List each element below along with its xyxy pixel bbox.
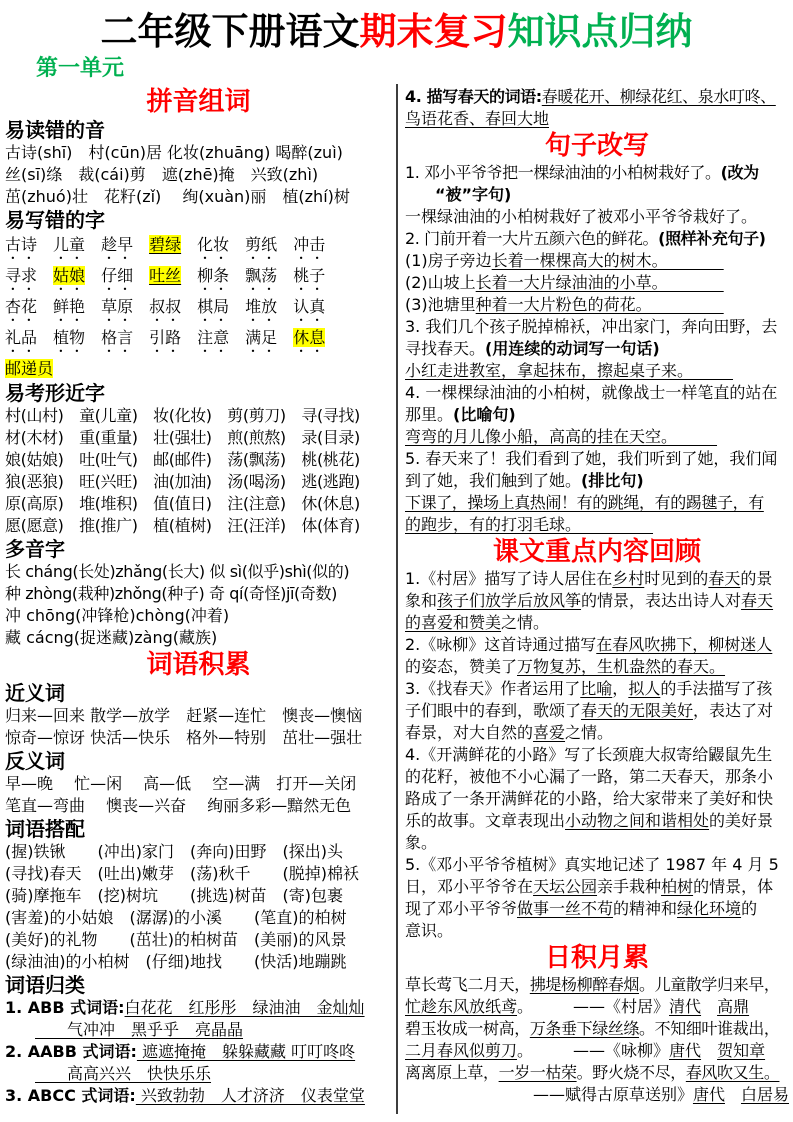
text-run: 在春风吹拂下，柳树迷人	[596, 635, 773, 654]
text-run: 的	[741, 899, 758, 918]
text-run: 比喻	[580, 679, 613, 698]
text-run: 日积月累	[544, 943, 649, 973]
text-run: 到了她，我们触到了她。	[405, 471, 582, 490]
text-run: 反义词	[5, 749, 65, 773]
text-run: 化妆	[197, 235, 230, 254]
text-run: 现了邓小平爷爷	[405, 899, 518, 918]
text-line	[5, 705, 392, 727]
text-run: 弯弯的月儿像小船，高高的挂在天空。	[405, 427, 718, 446]
text-run: 春天的无限美好	[581, 701, 694, 720]
text-run: 气冲冲 黑乎乎 亮晶晶	[35, 1020, 244, 1039]
page-title	[0, 10, 793, 54]
text-line	[5, 773, 392, 795]
left-column	[0, 84, 396, 1114]
text-run: 时见到的	[644, 569, 709, 588]
text-run	[133, 266, 149, 285]
text-run: 礼品	[5, 328, 38, 347]
text-run: 冲 chōng(冲锋枪)chòng(冲着)	[5, 606, 230, 625]
text-run: 春天	[741, 591, 774, 610]
text-run: 高高兴兴 快快乐乐	[35, 1064, 212, 1083]
text-run: 愿(愿意) 推(推广) 植(植树) 汪(汪洋) 体(体育)	[5, 516, 360, 535]
text-run: 茁(zhuó)壮 花籽(zǐ) 绚(xuàn)丽 植(zhí)树	[5, 187, 350, 206]
text-line	[405, 514, 789, 536]
title-part-green: 知识点归纳	[507, 10, 693, 53]
text-run: 古诗	[5, 235, 38, 254]
text-run: 一岁一枯荣	[498, 1063, 577, 1082]
text-run	[85, 328, 101, 347]
text-line	[405, 294, 789, 316]
section-heading	[405, 942, 789, 974]
text-line	[405, 832, 789, 854]
text-run: 仔细	[101, 266, 134, 285]
text-run: 春天	[708, 569, 741, 588]
text-run: 之情。	[501, 613, 550, 632]
text-run	[229, 328, 245, 347]
text-line	[405, 492, 789, 514]
text-line	[405, 426, 789, 448]
text-run: 3.《找春天》作者运用了	[405, 679, 581, 698]
section-heading	[5, 649, 392, 681]
text-run: 的情景，体	[693, 877, 774, 896]
text-run: 草原	[101, 297, 134, 316]
text-run: 3. 我们几个孩子脱掉棉袄，冲出家门，奔向田野，去	[405, 317, 778, 336]
text-line	[405, 656, 789, 678]
text-run: 春暖花开、柳绿花红、泉水叮咚、	[541, 87, 776, 106]
text-run	[701, 997, 717, 1016]
text-run: 乡村	[612, 569, 645, 588]
text-line	[5, 583, 392, 605]
text-line	[5, 863, 392, 885]
text-run	[37, 297, 53, 316]
text-run: 。野火烧不尽，	[576, 1063, 686, 1082]
text-run: “被”字句)	[435, 185, 512, 204]
text-run: 万条垂下绿丝绦	[529, 1019, 640, 1038]
text-run	[229, 235, 245, 254]
sub-heading	[5, 381, 392, 405]
text-run: 的景	[740, 569, 773, 588]
text-run: 休息	[293, 328, 326, 347]
sub-heading	[5, 208, 392, 232]
text-run	[229, 297, 245, 316]
text-run: 二月春风似剪刀	[405, 1041, 518, 1060]
text-run: 的情景，表达出诗人对	[581, 591, 742, 610]
text-run: 5. 春天来了！我们看到了她，我们听到了她，我们闻	[405, 449, 778, 468]
text-run: 贺知章	[717, 1041, 766, 1060]
text-run: 喜爱	[533, 723, 566, 742]
text-line	[5, 164, 392, 186]
text-run: 做事一丝不苟	[517, 899, 614, 918]
text-line	[405, 876, 789, 898]
text-line	[405, 108, 789, 130]
text-run: 鲜艳	[53, 297, 86, 316]
text-run: 词语积累	[146, 650, 251, 680]
text-line	[5, 356, 392, 381]
text-run: 下课了，操场上真热闹！有的跳绳，有的踢毽子，有	[405, 493, 764, 512]
text-run: 2. 门前开着一大片五颜六色的鲜花。	[405, 229, 659, 248]
text-line	[5, 142, 392, 164]
title-part-black: 二年级下册语文	[100, 10, 360, 53]
text-line	[5, 561, 392, 583]
text-run: 子们眼中的春到，歌颂了	[405, 701, 582, 720]
text-line	[5, 186, 392, 208]
text-run: 3. ABCC 式词语:	[5, 1086, 136, 1105]
text-line	[5, 997, 392, 1019]
two-column-body	[0, 84, 793, 1114]
page-header	[0, 0, 793, 82]
text-run: (骑)摩拖车 (挖)树坑 (挑选)树苗 (寄)包裹	[5, 886, 343, 905]
text-run: 兴致勃勃 人才济济 仪表堂堂	[135, 1086, 365, 1105]
text-run: (2)山坡上	[405, 273, 476, 292]
text-run: 孩子们放学后放风筝	[437, 591, 582, 610]
sub-heading	[5, 817, 392, 841]
text-run	[277, 266, 293, 285]
text-run: 一棵绿油油的小柏树栽好了被邓小平爷爷栽好了。	[405, 207, 758, 226]
text-run: 长着一大片绿油油的小草。	[475, 273, 724, 292]
text-line	[405, 404, 789, 426]
title-part-red: 期末复习	[359, 10, 508, 53]
text-run: 笔直—弯曲 懊丧—兴奋 绚丽多彩—黯然无色	[5, 796, 352, 815]
text-run: 的美好景	[709, 811, 774, 830]
text-line	[405, 184, 789, 206]
text-line	[5, 493, 392, 515]
text-line	[405, 250, 789, 272]
text-run: 植物	[53, 328, 86, 347]
text-run: 。儿童散学归来早，	[639, 975, 780, 994]
text-run: 绿化环境	[677, 899, 742, 918]
text-run: 原(高原) 堆(堆积) 值(值日) 注(注意) 休(休息)	[5, 494, 360, 513]
text-run: 冲击	[293, 235, 326, 254]
text-run: 2. AABB 式词语:	[5, 1042, 137, 1061]
text-run: 亲手栽种	[597, 877, 662, 896]
text-line	[405, 228, 789, 250]
text-run: 易考形近字	[5, 381, 105, 405]
text-line	[5, 727, 392, 749]
text-run	[85, 235, 101, 254]
text-run	[133, 297, 149, 316]
text-run: 的喜爱和赞美	[405, 613, 502, 632]
text-line	[405, 898, 789, 920]
text-run	[85, 297, 101, 316]
text-run: 长 cháng(长处)zhǎng(长大) 似 sì(似乎)shì(似的)	[5, 562, 350, 581]
text-run: 寻求	[5, 266, 38, 285]
text-line	[5, 471, 392, 493]
text-line	[5, 232, 392, 263]
text-line	[5, 907, 392, 929]
text-line	[5, 951, 392, 973]
section-heading	[405, 536, 789, 568]
text-line	[405, 634, 789, 656]
text-run: 的跑步，有的打羽毛球。	[405, 515, 654, 534]
text-run: 春风吹又生。	[685, 1063, 780, 1082]
text-run: 天坛公园	[533, 877, 598, 896]
text-line	[405, 1018, 789, 1040]
sub-heading	[5, 973, 392, 997]
text-line	[5, 929, 392, 951]
text-run: (用连续的动词写一句话)	[485, 339, 660, 358]
text-run: 叔叔	[149, 297, 182, 316]
text-run: 白居易	[740, 1085, 789, 1104]
text-run: 早—晚 忙—闲 高—低 空—满 打开—关闭	[5, 774, 357, 793]
text-run: 草长莺飞二月天，	[405, 975, 530, 994]
text-run: (比喻句)	[453, 405, 516, 424]
text-run: 注意	[197, 328, 230, 347]
text-run: 词语搭配	[5, 817, 85, 841]
text-line	[405, 1062, 789, 1084]
sub-heading	[5, 537, 392, 561]
text-run: 唐代	[669, 1041, 702, 1060]
text-run	[277, 328, 293, 347]
text-line	[405, 1084, 789, 1106]
text-run: 堆放	[245, 297, 278, 316]
text-run: 忙趁东风放纸鸢	[405, 997, 518, 1016]
sub-heading	[5, 749, 392, 773]
text-run: (美好)的礼物 (茁壮)的柏树苗 (美丽)的风景	[5, 930, 347, 949]
text-run: 丝(sī)绦 裁(cái)剪 遮(zhē)掩 兴致(zhì)	[5, 165, 319, 184]
text-line	[5, 841, 392, 863]
text-line	[405, 206, 789, 228]
unit-label: 第一单元	[36, 56, 125, 81]
sub-heading	[5, 681, 392, 705]
text-line	[5, 795, 392, 817]
text-line	[5, 605, 392, 627]
text-run: ，表达了对	[693, 701, 774, 720]
text-run: 。不知细叶谁裁出，	[639, 1019, 780, 1038]
text-line	[405, 338, 789, 360]
text-run	[229, 266, 245, 285]
text-run: 4. 一棵棵绿油油的小柏树，就像战士一样笔直的站在	[405, 383, 778, 402]
text-run: 种着一大片粉色的荷花。	[475, 295, 724, 314]
text-run: 春景，对大自然的	[405, 723, 534, 742]
text-run: 拼音组词	[146, 87, 251, 117]
sub-heading	[5, 118, 392, 142]
text-line	[405, 612, 789, 634]
text-run: 棋局	[197, 297, 230, 316]
section-heading	[405, 130, 789, 162]
text-line	[5, 325, 392, 356]
text-run: (1)房子旁边	[405, 251, 492, 270]
text-run: 4. 描写春天的词语:	[405, 87, 542, 106]
text-run: 1.《村居》描写了诗人居住在	[405, 569, 613, 588]
text-run: 种 zhòng(栽种)zhǒng(种子) 奇 qí(奇怪)jī(奇数)	[5, 584, 337, 603]
text-run: 姑娘	[53, 266, 86, 285]
text-run: 句子改写	[544, 131, 649, 161]
text-line	[405, 162, 789, 184]
text-run: 的精神和	[613, 899, 678, 918]
text-run: ，	[612, 679, 629, 698]
text-run	[181, 235, 197, 254]
text-run: 4.《开满鲜花的小路》写了长颈鹿大叔寄给鼹鼠先生	[405, 745, 773, 764]
text-run: 拂堤杨柳醉春烟	[529, 975, 640, 994]
text-run: 剪纸	[245, 235, 278, 254]
text-run: 乐的故事。文章表现出	[405, 811, 566, 830]
text-run: 杏花	[5, 297, 38, 316]
text-run: 邮递员	[5, 359, 54, 378]
text-run: 长着一棵棵高大的树木。	[491, 251, 724, 270]
text-run: 寻找春天。	[405, 339, 486, 358]
text-run: 词语归类	[5, 973, 85, 997]
text-run: (改为	[720, 163, 759, 182]
text-run: 。 ——《村居》	[517, 997, 670, 1016]
text-run: 古诗(shī) 村(cūn)居 化妆(zhuāng) 喝醉(zuì)	[5, 143, 343, 162]
text-run	[133, 328, 149, 347]
text-run: 象。	[405, 833, 438, 852]
text-run: 的姿态，赞美了	[405, 657, 518, 676]
text-line	[5, 427, 392, 449]
text-run: 碧绿	[149, 235, 182, 254]
text-run: 趁早	[101, 235, 134, 254]
text-run: 儿童	[53, 235, 86, 254]
text-run	[277, 297, 293, 316]
text-line	[5, 515, 392, 537]
text-line	[405, 766, 789, 788]
text-line	[405, 722, 789, 744]
text-line	[5, 885, 392, 907]
text-run: 引路	[149, 328, 182, 347]
text-line	[405, 920, 789, 942]
text-run: 的花籽，被他不小心漏了一路，第二天春天，那条小	[405, 767, 774, 786]
text-run: (照样补充句子)	[658, 229, 766, 248]
text-line	[405, 448, 789, 470]
text-run: (害羞)的小姑娘 (潺潺)的小溪 (笔直)的柏树	[5, 908, 347, 927]
text-run: 易读错的音	[5, 118, 105, 142]
text-run: 柏树	[661, 877, 694, 896]
text-run	[277, 235, 293, 254]
text-run: 认真	[293, 297, 326, 316]
text-line	[405, 316, 789, 338]
text-line	[405, 272, 789, 294]
text-run: 离离原上草，	[405, 1063, 499, 1082]
text-line	[405, 568, 789, 590]
text-run: (排比句)	[581, 471, 644, 490]
text-line	[405, 678, 789, 700]
text-run: 日，邓小平爷爷在	[405, 877, 534, 896]
text-run: (3)池塘里	[405, 295, 476, 314]
text-run: 清代	[669, 997, 702, 1016]
text-run: 拟人	[628, 679, 661, 698]
text-run: 唐代	[692, 1085, 725, 1104]
text-line	[405, 854, 789, 876]
text-run: 2.《咏柳》这首诗通过描写	[405, 635, 597, 654]
text-run: (寻找)春天 (吐出)嫩芽 (荡)秋千 (脱掉)棉袄	[5, 864, 359, 883]
text-line	[405, 360, 789, 382]
text-line	[405, 974, 789, 996]
text-run: 桃子	[293, 266, 326, 285]
text-run: (握)铁锹 (冲出)家门 (奔向)田野 (探出)头	[5, 842, 343, 861]
text-run: 材(木材) 重(重量) 壮(强壮) 煎(煎熬) 录(目录)	[5, 428, 360, 447]
text-run: 那里。	[405, 405, 454, 424]
text-run	[133, 235, 149, 254]
text-run	[37, 266, 53, 285]
text-run: 飘荡	[245, 266, 278, 285]
text-run: 柳条	[197, 266, 230, 285]
text-run: 狼(恶狼) 旺(兴旺) 油(加油) 汤(喝汤) 逃(逃跑)	[5, 472, 360, 491]
text-run: ——赋得古原草送别》	[532, 1085, 693, 1104]
text-line	[5, 1085, 392, 1107]
text-line	[5, 405, 392, 427]
text-line	[405, 86, 789, 108]
text-run: 村(山村) 童(儿童) 妆(化妆) 剪(剪刀) 寻(寻找)	[5, 406, 360, 425]
text-run: 小红走进教室，拿起抹布，擦起桌子来。	[405, 361, 734, 380]
text-run: 遮遮掩掩 躲躲藏藏 叮叮咚咚	[136, 1042, 356, 1061]
text-run: (绿油油)的小柏树 (仔细)地找 (快活)地蹦跳	[5, 952, 347, 971]
text-run: 碧玉妆成一树高，	[405, 1019, 530, 1038]
text-run: 。 ——《咏柳》	[517, 1041, 670, 1060]
text-line	[405, 470, 789, 492]
text-line	[5, 1041, 392, 1063]
text-run	[181, 297, 197, 316]
text-line	[405, 700, 789, 722]
section-heading	[5, 86, 392, 118]
text-run: 的手法描写了孩	[660, 679, 773, 698]
text-run	[181, 266, 197, 285]
text-run: 格言	[101, 328, 134, 347]
text-run: 象和	[405, 591, 438, 610]
text-run: 5.《邓小平爷爷植树》真实地记述了 1987 年 4 月 5	[405, 855, 779, 874]
text-run	[701, 1041, 717, 1060]
text-line	[405, 788, 789, 810]
text-run: 惊奇—惊讶 快活—快乐 格外—特别 茁壮—强壮	[5, 728, 363, 747]
text-run: 近义词	[5, 681, 65, 705]
text-run: 1. 邓小平爷爷把一棵绿油油的小柏树栽好了。	[405, 163, 721, 182]
text-run: 吐丝	[149, 266, 182, 285]
text-run: 路成了一条开满鲜花的小路，给大家带来了美好和快	[405, 789, 774, 808]
text-run: 白花花 红彤彤 绿油油 金灿灿	[124, 998, 365, 1017]
text-run	[37, 328, 53, 347]
text-run	[85, 266, 101, 285]
text-run: 鸟语花香、春回大地	[405, 109, 550, 128]
text-run	[725, 1085, 741, 1104]
text-line	[5, 263, 392, 294]
text-run	[181, 328, 197, 347]
text-run: 多音字	[5, 537, 65, 561]
text-line	[5, 627, 392, 649]
text-run: 课文重点内容回顾	[492, 537, 701, 567]
text-line	[405, 1040, 789, 1062]
text-line	[405, 382, 789, 404]
text-run	[37, 235, 53, 254]
text-run: 娘(姑娘) 吐(吐气) 邮(邮件) 荡(飘荡) 桃(桃花)	[5, 450, 360, 469]
text-run: 之情。	[565, 723, 614, 742]
text-run: 1. ABB 式词语:	[5, 998, 125, 1017]
text-run: 满足	[245, 328, 278, 347]
text-line	[405, 590, 789, 612]
text-line	[405, 744, 789, 766]
right-column	[396, 84, 793, 1114]
text-line	[5, 1019, 392, 1041]
text-line	[405, 996, 789, 1018]
text-run: 万物复苏，生机盎然的春天。	[517, 657, 726, 676]
text-line	[5, 449, 392, 471]
text-run: 归来—回来 散学—放学 赶紧—连忙 懊丧—懊恼	[5, 706, 363, 725]
text-run: 小动物之间和谐相处	[565, 811, 710, 830]
text-line	[5, 1063, 392, 1085]
text-run: 藏 cácng(捉迷藏)zàng(藏族)	[5, 628, 218, 647]
text-run: 易写错的字	[5, 208, 105, 232]
text-line	[5, 294, 392, 325]
text-run: 意识。	[405, 921, 454, 940]
text-run: 高鼎	[717, 997, 750, 1016]
text-line	[405, 810, 789, 832]
